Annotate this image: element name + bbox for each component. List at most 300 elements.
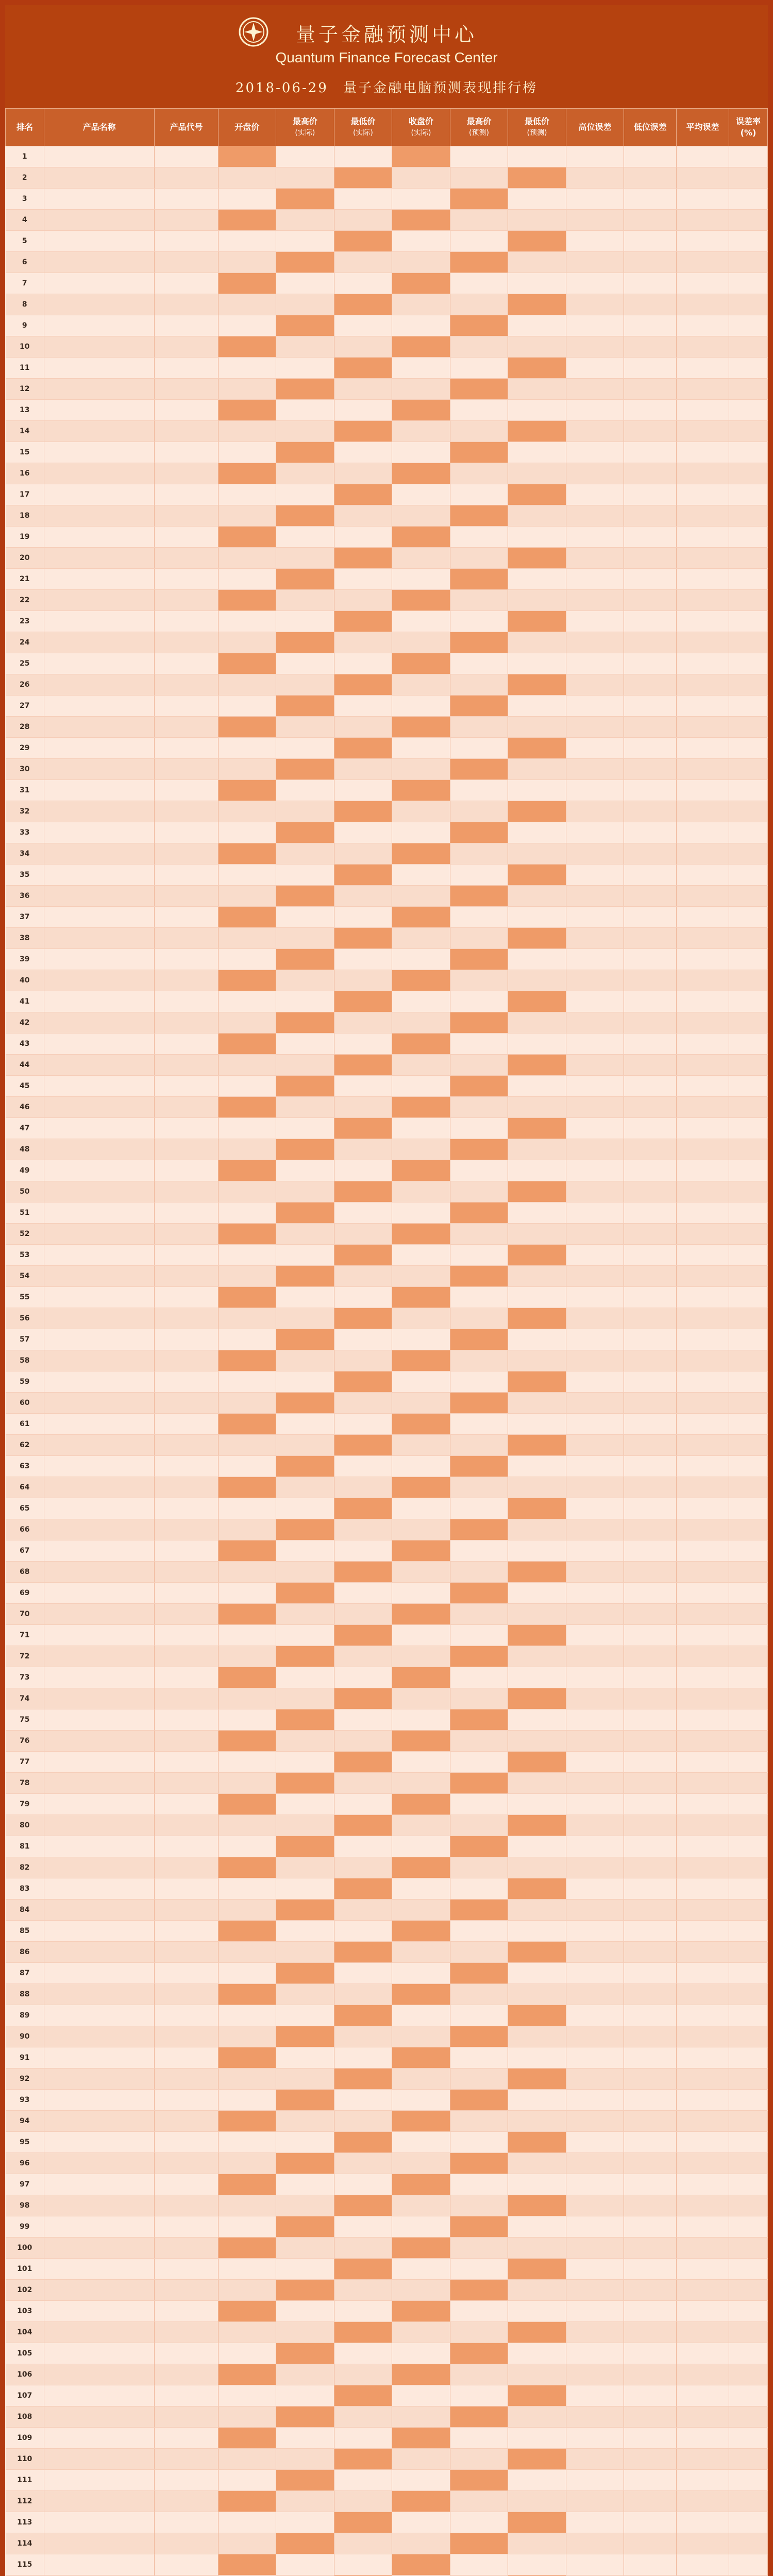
actual-low-cell [334,907,392,928]
forecast-low-cell [508,2385,566,2406]
rank-cell: 73 [6,1667,44,1688]
low-error-cell [624,1350,677,1371]
product-code-cell [155,358,218,379]
high-error-cell [566,548,624,569]
open-price-cell [218,1456,276,1477]
error-rate-cell [729,1942,767,1963]
forecast-high-cell [450,252,508,273]
avg-error-cell [677,231,729,252]
high-error-cell [566,1836,624,1857]
rank-cell: 75 [6,1709,44,1731]
error-rate-cell [729,2364,767,2385]
forecast-high-cell [450,1371,508,1393]
rank-cell: 80 [6,1815,44,1836]
high-error-cell [566,1414,624,1435]
low-error-cell [624,2364,677,2385]
actual-close-cell [392,1519,450,1540]
product-name-cell [44,907,155,928]
forecast-high-cell [450,1984,508,2005]
forecast-low-cell [508,717,566,738]
product-code-cell [155,569,218,590]
avg-error-cell [677,1900,729,1921]
actual-low-cell [334,653,392,674]
actual-high-cell [276,2047,334,2069]
error-rate-cell [729,1667,767,1688]
forecast-low-cell [508,1857,566,1878]
error-rate-cell [729,1540,767,1562]
actual-close-cell [392,1878,450,1900]
product-code-cell [155,1984,218,2005]
open-price-cell [218,1562,276,1583]
open-price-cell [218,2554,276,2575]
actual-high-cell [276,1815,334,1836]
product-code-cell [155,780,218,801]
product-name-cell [44,1435,155,1456]
actual-high-cell [276,632,334,653]
open-price-cell [218,886,276,907]
forecast-high-cell [450,2554,508,2575]
product-code-cell [155,2005,218,2026]
forecast-low-cell [508,2026,566,2047]
forecast-high-cell [450,1921,508,1942]
actual-close-cell [392,1055,450,1076]
product-name-cell [44,632,155,653]
open-price-cell [218,1625,276,1646]
error-rate-cell [729,1456,767,1477]
low-error-cell [624,1097,677,1118]
rank-cell: 34 [6,843,44,865]
product-name-cell [44,1160,155,1181]
high-error-cell [566,400,624,421]
high-error-cell [566,505,624,527]
actual-high-cell [276,611,334,632]
column-header: 产品代号 [155,109,218,146]
avg-error-cell [677,2512,729,2533]
high-error-cell [566,2343,624,2364]
actual-high-cell [276,1076,334,1097]
product-code-cell [155,611,218,632]
actual-low-cell [334,2533,392,2554]
forecast-low-cell [508,2005,566,2026]
low-error-cell [624,843,677,865]
product-name-cell [44,1794,155,1815]
product-name-cell [44,1498,155,1519]
low-error-cell [624,2111,677,2132]
high-error-cell [566,2385,624,2406]
actual-close-cell [392,400,450,421]
actual-close-cell [392,1245,450,1266]
actual-low-cell [334,1287,392,1308]
low-error-cell [624,2406,677,2428]
table-row [6,1350,768,1371]
avg-error-cell [677,1752,729,1773]
actual-close-cell [392,1688,450,1709]
avg-error-cell [677,505,729,527]
forecast-high-cell [450,1033,508,1055]
actual-low-cell [334,2069,392,2090]
product-code-cell [155,865,218,886]
rank-cell: 32 [6,801,44,822]
forecast-high-cell [450,358,508,379]
actual-close-cell [392,1773,450,1794]
forecast-high-cell [450,865,508,886]
product-code-cell [155,1414,218,1435]
actual-close-cell [392,2174,450,2195]
high-error-cell [566,632,624,653]
actual-close-cell [392,611,450,632]
error-rate-cell [729,2554,767,2575]
low-error-cell [624,1160,677,1181]
open-price-cell [218,1921,276,1942]
open-price-cell [218,1076,276,1097]
actual-low-cell [334,252,392,273]
actual-close-cell [392,1160,450,1181]
avg-error-cell [677,2090,729,2111]
low-error-cell [624,2132,677,2153]
actual-high-cell [276,1456,334,1477]
product-code-cell [155,231,218,252]
actual-close-cell [392,928,450,949]
high-error-cell [566,336,624,358]
avg-error-cell [677,928,729,949]
actual-high-cell [276,780,334,801]
product-code-cell [155,2406,218,2428]
open-price-cell [218,2026,276,2047]
high-error-cell [566,865,624,886]
low-error-cell [624,2026,677,2047]
actual-high-cell [276,315,334,336]
product-code-cell [155,1456,218,1477]
open-price-cell [218,696,276,717]
open-price-cell [218,210,276,231]
error-rate-cell [729,928,767,949]
open-price-cell [218,1815,276,1836]
forecast-low-cell [508,991,566,1012]
error-rate-cell [729,400,767,421]
high-error-cell [566,210,624,231]
forecast-low-cell [508,1224,566,1245]
product-code-cell [155,1773,218,1794]
product-code-cell [155,2069,218,2090]
actual-close-cell [392,1371,450,1393]
high-error-cell [566,1245,624,1266]
actual-high-cell [276,1033,334,1055]
open-price-cell [218,674,276,696]
table-row [6,2047,768,2069]
actual-low-cell [334,843,392,865]
open-price-cell [218,1202,276,1224]
avg-error-cell [677,2449,729,2470]
actual-low-cell [334,1224,392,1245]
actual-close-cell [392,1963,450,1984]
avg-error-cell [677,1118,729,1139]
open-price-cell [218,759,276,780]
low-error-cell [624,2301,677,2322]
error-rate-cell [729,2005,767,2026]
actual-high-cell [276,2153,334,2174]
forecast-high-cell [450,1139,508,1160]
actual-close-cell [392,759,450,780]
open-price-cell [218,611,276,632]
open-price-cell [218,1371,276,1393]
actual-low-cell [334,1012,392,1033]
low-error-cell [624,1435,677,1456]
actual-high-cell [276,1181,334,1202]
forecast-high-cell [450,2364,508,2385]
product-code-cell [155,843,218,865]
forecast-low-cell [508,189,566,210]
forecast-high-cell [450,886,508,907]
avg-error-cell [677,1519,729,1540]
forecast-high-cell [450,1836,508,1857]
table-row [6,1393,768,1414]
forecast-low-cell [508,1287,566,1308]
avg-error-cell [677,632,729,653]
report-date: 2018-06-29 [235,80,328,96]
product-name-cell [44,1393,155,1414]
rank-cell: 103 [6,2301,44,2322]
forecast-low-cell [508,2174,566,2195]
actual-high-cell [276,2322,334,2343]
product-name-cell [44,273,155,294]
table-row [6,1540,768,1562]
table-body [6,146,768,2576]
forecast-high-cell [450,1477,508,1498]
forecast-low-cell [508,1815,566,1836]
actual-low-cell [334,1371,392,1393]
forecast-high-cell [450,1498,508,1519]
avg-error-cell [677,1393,729,1414]
table-row [6,2322,768,2343]
low-error-cell [624,1076,677,1097]
avg-error-cell [677,590,729,611]
actual-close-cell [392,2132,450,2153]
low-error-cell [624,421,677,442]
forecast-low-cell [508,1118,566,1139]
product-name-cell [44,1477,155,1498]
forecast-low-cell [508,1709,566,1731]
rank-cell: 10 [6,336,44,358]
open-price-cell [218,421,276,442]
forecast-low-cell [508,2111,566,2132]
high-error-cell [566,822,624,843]
actual-high-cell [276,231,334,252]
rank-cell: 18 [6,505,44,527]
forecast-high-cell [450,400,508,421]
table-row [6,421,768,442]
actual-close-cell [392,1900,450,1921]
forecast-high-cell [450,2005,508,2026]
low-error-cell [624,1202,677,1224]
avg-error-cell [677,336,729,358]
actual-close-cell [392,2491,450,2512]
low-error-cell [624,231,677,252]
rank-cell: 76 [6,1731,44,1752]
low-error-cell [624,1921,677,1942]
open-price-cell [218,463,276,484]
high-error-cell [566,696,624,717]
low-error-cell [624,463,677,484]
error-rate-cell [729,780,767,801]
actual-low-cell [334,336,392,358]
actual-close-cell [392,2216,450,2238]
error-rate-cell [729,1160,767,1181]
low-error-cell [624,1688,677,1709]
forecast-low-cell [508,2132,566,2153]
avg-error-cell [677,1540,729,1562]
avg-error-cell [677,1773,729,1794]
product-name-cell [44,970,155,991]
avg-error-cell [677,738,729,759]
low-error-cell [624,822,677,843]
open-price-cell [218,1794,276,1815]
avg-error-cell [677,2259,729,2280]
forecast-high-cell [450,1540,508,1562]
low-error-cell [624,717,677,738]
table-row [6,1477,768,1498]
product-name-cell [44,1287,155,1308]
product-code-cell [155,2238,218,2259]
column-header: 高位误差 [566,109,624,146]
product-name-cell [44,379,155,400]
table-row [6,2301,768,2322]
table-row [6,1836,768,1857]
rank-cell: 8 [6,294,44,315]
table-row [6,358,768,379]
actual-close-cell [392,1033,450,1055]
actual-high-cell [276,527,334,548]
low-error-cell [624,1519,677,1540]
error-rate-cell [729,146,767,167]
forecast-high-cell [450,336,508,358]
forecast-high-cell [450,294,508,315]
open-price-cell [218,2259,276,2280]
rank-cell: 104 [6,2322,44,2343]
low-error-cell [624,1604,677,1625]
open-price-cell [218,928,276,949]
low-error-cell [624,801,677,822]
low-error-cell [624,379,677,400]
forecast-high-cell [450,2406,508,2428]
actual-low-cell [334,1984,392,2005]
forecast-low-cell [508,2449,566,2470]
table-row [6,2280,768,2301]
error-rate-cell [729,2428,767,2449]
product-code-cell [155,1921,218,1942]
product-code-cell [155,1519,218,1540]
table-row [6,1202,768,1224]
actual-high-cell [276,1836,334,1857]
forecast-low-cell [508,2364,566,2385]
actual-low-cell [334,696,392,717]
forecast-low-cell [508,146,566,167]
rank-cell: 58 [6,1350,44,1371]
high-error-cell [566,1900,624,1921]
error-rate-cell [729,2322,767,2343]
forecast-low-cell [508,2195,566,2216]
table-row [6,2174,768,2195]
actual-high-cell [276,2195,334,2216]
product-name-cell [44,1942,155,1963]
actual-high-cell [276,991,334,1012]
actual-low-cell [334,886,392,907]
rank-cell: 27 [6,696,44,717]
error-rate-cell [729,1836,767,1857]
open-price-cell [218,1097,276,1118]
high-error-cell [566,1963,624,1984]
actual-low-cell [334,1646,392,1667]
product-name-cell [44,928,155,949]
product-name-cell [44,1245,155,1266]
product-name-cell [44,2069,155,2090]
rank-cell: 97 [6,2174,44,2195]
actual-close-cell [392,505,450,527]
rank-cell: 26 [6,674,44,696]
rank-cell: 31 [6,780,44,801]
low-error-cell [624,189,677,210]
forecast-high-cell [450,738,508,759]
actual-close-cell [392,2343,450,2364]
product-name-cell [44,759,155,780]
low-error-cell [624,611,677,632]
error-rate-cell [729,1794,767,1815]
error-rate-cell [729,210,767,231]
low-error-cell [624,1456,677,1477]
table-row [6,822,768,843]
product-name-cell [44,2301,155,2322]
actual-high-cell [276,421,334,442]
forecast-high-cell [450,674,508,696]
actual-close-cell [392,1731,450,1752]
forecast-low-cell [508,970,566,991]
forecast-high-cell [450,1287,508,1308]
open-price-cell [218,1160,276,1181]
rank-cell: 40 [6,970,44,991]
low-error-cell [624,400,677,421]
product-code-cell [155,379,218,400]
product-code-cell [155,1752,218,1773]
avg-error-cell [677,865,729,886]
low-error-cell [624,2216,677,2238]
low-error-cell [624,1224,677,1245]
low-error-cell [624,1498,677,1519]
product-code-cell [155,1709,218,1731]
open-price-cell [218,1266,276,1287]
rank-cell: 65 [6,1498,44,1519]
table-row [6,1160,768,1181]
forecast-low-cell [508,1139,566,1160]
actual-high-cell [276,358,334,379]
avg-error-cell [677,400,729,421]
high-error-cell [566,1202,624,1224]
open-price-cell [218,294,276,315]
actual-high-cell [276,1308,334,1329]
table-row [6,780,768,801]
forecast-high-cell [450,1118,508,1139]
error-rate-cell [729,1118,767,1139]
forecast-high-cell [450,2385,508,2406]
table-row [6,2153,768,2174]
forecast-low-cell [508,780,566,801]
table-row [6,907,768,928]
actual-close-cell [392,315,450,336]
actual-high-cell [276,970,334,991]
table-row [6,1752,768,1773]
high-error-cell [566,2153,624,2174]
high-error-cell [566,146,624,167]
error-rate-cell [729,2174,767,2195]
rank-cell: 85 [6,1921,44,1942]
